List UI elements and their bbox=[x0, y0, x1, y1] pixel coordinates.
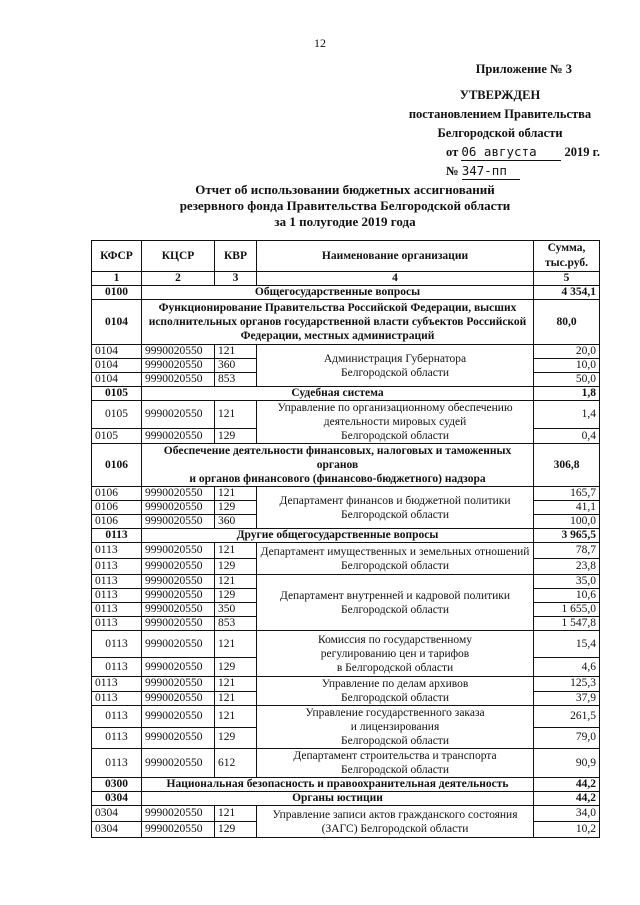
section-name bbox=[142, 300, 534, 345]
cell-kcsr: 9990020550 bbox=[142, 401, 215, 429]
cell-kcsr: 9990020550 bbox=[142, 617, 215, 631]
approved-by-line1: постановлением Правительства bbox=[408, 107, 592, 121]
cell-kcsr: 9990020550 bbox=[142, 487, 215, 501]
cell-sum: 15,4 bbox=[534, 631, 600, 658]
section-name-line: исполнительных органов государственной власти субъектов Российской bbox=[148, 316, 527, 328]
cell-kfsr: 0304 bbox=[92, 806, 142, 822]
cell-kfsr: 0104 bbox=[92, 359, 142, 373]
org-name-line: Белгородской области bbox=[341, 692, 449, 704]
section-name-line: Федерации, местных администраций bbox=[240, 330, 435, 342]
cell-kcsr: 9990020550 bbox=[142, 806, 215, 822]
cell-kcsr: 9990020550 bbox=[142, 345, 215, 359]
section-code: 0105 bbox=[92, 387, 142, 401]
cell-kfsr: 0106 bbox=[92, 501, 142, 515]
section-name: Органы юстиции bbox=[142, 792, 534, 806]
org-name-line: в Белгородской области bbox=[336, 661, 454, 674]
org-name bbox=[257, 631, 534, 677]
org-name bbox=[257, 487, 534, 529]
section-code: 0300 bbox=[92, 778, 142, 792]
number-value: 347-пп bbox=[462, 163, 520, 180]
cell-kvr: 121 bbox=[215, 401, 257, 429]
org-name bbox=[257, 749, 534, 778]
cell-kvr: 121 bbox=[215, 487, 257, 501]
section-name: Другие общегосударственные вопросы bbox=[142, 529, 534, 543]
date-year: 2019 г. bbox=[564, 145, 600, 159]
org-name-line: и лицензирования bbox=[350, 721, 440, 733]
cell-kvr: 121 bbox=[215, 806, 257, 822]
report-title bbox=[0, 182, 640, 230]
title-line-2: резервного фонда Правительства Белгородской области bbox=[179, 198, 511, 213]
report-table bbox=[91, 240, 600, 838]
cell-kvr: 360 bbox=[215, 359, 257, 373]
number-prefix: № bbox=[446, 164, 459, 178]
cell-kvr: 121 bbox=[215, 575, 257, 589]
cell-kvr: 129 bbox=[215, 429, 257, 444]
cell-kfsr: 0104 bbox=[92, 345, 142, 359]
cell-kvr: 121 bbox=[215, 543, 257, 559]
cell-kfsr: 0113 bbox=[92, 575, 142, 589]
approved-heading: УТВЕРЖДЕН bbox=[459, 88, 541, 102]
section-code: 0106 bbox=[92, 444, 142, 487]
cell-kvr: 853 bbox=[215, 373, 257, 387]
cell-kfsr: 0113 bbox=[92, 589, 142, 603]
org-name-line: Белгородской области bbox=[341, 764, 449, 776]
org-name-line: регулированию цен и тарифов bbox=[320, 647, 470, 660]
cell-kfsr: 0113 bbox=[92, 727, 142, 749]
cell-sum: 165,7 bbox=[534, 487, 600, 501]
section-sum: 1,8 bbox=[534, 387, 600, 401]
cell-kcsr: 9990020550 bbox=[142, 658, 215, 677]
col-num-1: 1 bbox=[92, 272, 142, 286]
org-name-line: Администрация Губернатора bbox=[323, 352, 467, 365]
page-number: 12 bbox=[314, 36, 326, 50]
cell-sum: 10,6 bbox=[534, 589, 600, 603]
section-sum: 44,2 bbox=[534, 792, 600, 806]
column-number-row bbox=[92, 272, 600, 286]
section-row bbox=[92, 529, 600, 543]
table-row bbox=[92, 575, 600, 589]
cell-kcsr: 9990020550 bbox=[142, 631, 215, 658]
header-kvr: КВР bbox=[215, 241, 257, 272]
org-name-line: Управление записи актов гражданского состояния bbox=[272, 808, 518, 821]
cell-kfsr: 0105 bbox=[92, 429, 142, 444]
section-code: 0304 bbox=[92, 792, 142, 806]
cell-kvr: 129 bbox=[215, 822, 257, 838]
cell-kfsr: 0113 bbox=[92, 617, 142, 631]
cell-sum: 1,4 bbox=[534, 401, 600, 429]
org-name bbox=[257, 401, 534, 444]
cell-kvr: 853 bbox=[215, 617, 257, 631]
table-header-row bbox=[92, 241, 600, 272]
header-kcsr: КЦСР bbox=[142, 241, 215, 272]
cell-sum: 0,4 bbox=[534, 429, 600, 444]
section-code: 0104 bbox=[92, 300, 142, 345]
cell-kfsr: 0113 bbox=[92, 677, 142, 692]
section-name: Национальная безопасность и правоохранительная деятельность bbox=[142, 778, 534, 792]
org-name bbox=[257, 677, 534, 706]
org-name-line: Белгородской области bbox=[341, 430, 449, 442]
org-name-line: Белгородской области bbox=[341, 735, 449, 747]
cell-kcsr: 9990020550 bbox=[142, 359, 215, 373]
cell-kcsr: 9990020550 bbox=[142, 501, 215, 515]
table-row bbox=[92, 487, 600, 501]
cell-kfsr: 0113 bbox=[92, 543, 142, 559]
cell-kvr: 129 bbox=[215, 658, 257, 677]
table-row bbox=[92, 749, 600, 778]
date-prefix: от bbox=[445, 145, 459, 159]
section-sum: 306,8 bbox=[534, 444, 600, 487]
cell-sum: 90,9 bbox=[534, 749, 600, 778]
section-name: Общегосударственные вопросы bbox=[142, 286, 534, 300]
org-name-line: Комиссия по государственному bbox=[318, 633, 472, 646]
cell-kcsr: 9990020550 bbox=[142, 575, 215, 589]
org-name bbox=[257, 345, 534, 387]
cell-sum: 261,5 bbox=[534, 706, 600, 728]
cell-kvr: 129 bbox=[215, 589, 257, 603]
col-num-5: 5 bbox=[534, 272, 600, 286]
section-sum: 44,2 bbox=[534, 778, 600, 792]
cell-kfsr: 0113 bbox=[92, 631, 142, 658]
cell-kvr: 129 bbox=[215, 501, 257, 515]
table-row bbox=[92, 677, 600, 692]
org-name-line: Департамент строительства и транспорта bbox=[293, 750, 497, 762]
org-name-line: Белгородской области bbox=[341, 366, 449, 379]
header-name: Наименование организации bbox=[257, 241, 534, 272]
cell-kvr: 121 bbox=[215, 631, 257, 658]
section-name bbox=[142, 444, 534, 487]
cell-kvr: 350 bbox=[215, 603, 257, 617]
org-name-line: Департамент имущественных и земельных отношений bbox=[260, 545, 530, 558]
section-code: 0113 bbox=[92, 529, 142, 543]
section-sum: 80,0 bbox=[534, 300, 600, 345]
cell-kfsr: 0106 bbox=[92, 487, 142, 501]
cell-sum: 4,6 bbox=[534, 658, 600, 677]
cell-kcsr: 9990020550 bbox=[142, 706, 215, 728]
cell-sum: 100,0 bbox=[534, 515, 600, 529]
cell-sum: 78,7 bbox=[534, 543, 600, 559]
cell-kcsr: 9990020550 bbox=[142, 559, 215, 575]
cell-kfsr: 0105 bbox=[92, 401, 142, 429]
org-name-line: Управление по организационному обеспечению bbox=[277, 402, 513, 414]
cell-kfsr: 0106 bbox=[92, 515, 142, 529]
org-name-line: (ЗАГС) Белгородской области bbox=[321, 822, 469, 835]
col-num-3: 3 bbox=[215, 272, 257, 286]
title-line-3: за 1 полугодие 2019 года bbox=[274, 214, 416, 229]
cell-sum: 1 655,0 bbox=[534, 603, 600, 617]
header-sum bbox=[534, 241, 600, 272]
section-name-line: и органов финансового (финансово-бюджетного) надзора bbox=[189, 473, 486, 485]
approved-by-line2: Белгородской области bbox=[437, 126, 563, 140]
appendix-label: Приложение № 3 bbox=[475, 62, 572, 76]
cell-kcsr: 9990020550 bbox=[142, 749, 215, 778]
org-name-line: Белгородской области bbox=[341, 603, 449, 616]
cell-sum: 1 547,8 bbox=[534, 617, 600, 631]
table-row bbox=[92, 706, 600, 728]
section-row bbox=[92, 792, 600, 806]
section-row bbox=[92, 387, 600, 401]
section-code: 0100 bbox=[92, 286, 142, 300]
approval-number bbox=[400, 162, 600, 181]
cell-kcsr: 9990020550 bbox=[142, 429, 215, 444]
header-sum-line2: тыс.руб. bbox=[544, 257, 589, 269]
cell-kfsr: 0113 bbox=[92, 658, 142, 677]
approval-block bbox=[400, 60, 600, 181]
section-name-line: Функционирование Правительства Российской Федерации, высших bbox=[158, 302, 517, 314]
cell-kfsr: 0104 bbox=[92, 373, 142, 387]
cell-sum: 41,1 bbox=[534, 501, 600, 515]
cell-kcsr: 9990020550 bbox=[142, 677, 215, 692]
table-row bbox=[92, 345, 600, 359]
cell-sum: 10,0 bbox=[534, 359, 600, 373]
date-value: 06 августа bbox=[461, 144, 561, 161]
cell-sum: 20,0 bbox=[534, 345, 600, 359]
org-name-line: Управление по делам архивов bbox=[321, 678, 469, 690]
title-line-1: Отчет об использовании бюджетных ассигнований bbox=[195, 182, 495, 197]
section-row bbox=[92, 300, 600, 345]
section-name: Судебная система bbox=[142, 387, 534, 401]
cell-sum: 10,2 bbox=[534, 822, 600, 838]
org-name bbox=[257, 543, 534, 575]
col-num-4: 4 bbox=[257, 272, 534, 286]
cell-sum: 34,0 bbox=[534, 806, 600, 822]
cell-kfsr: 0304 bbox=[92, 822, 142, 838]
cell-kcsr: 9990020550 bbox=[142, 515, 215, 529]
cell-kvr: 129 bbox=[215, 727, 257, 749]
table-row bbox=[92, 401, 600, 429]
cell-sum: 35,0 bbox=[534, 575, 600, 589]
header-kfsr: КФСР bbox=[92, 241, 142, 272]
header-sum-line1: Сумма, bbox=[547, 242, 586, 254]
cell-kvr: 121 bbox=[215, 345, 257, 359]
cell-kcsr: 9990020550 bbox=[142, 822, 215, 838]
org-name-line: Управление государственного заказа bbox=[305, 707, 485, 719]
cell-sum: 125,3 bbox=[534, 677, 600, 692]
cell-kvr: 360 bbox=[215, 515, 257, 529]
org-name bbox=[257, 706, 534, 749]
org-name bbox=[257, 806, 534, 838]
cell-kcsr: 9990020550 bbox=[142, 373, 215, 387]
cell-kfsr: 0113 bbox=[92, 603, 142, 617]
table-row bbox=[92, 806, 600, 822]
cell-kcsr: 9990020550 bbox=[142, 543, 215, 559]
cell-kcsr: 9990020550 bbox=[142, 691, 215, 706]
cell-kvr: 121 bbox=[215, 706, 257, 728]
cell-kvr: 612 bbox=[215, 749, 257, 778]
section-row bbox=[92, 444, 600, 487]
org-name-line: деятельности мировых судей bbox=[323, 416, 467, 428]
cell-kvr: 121 bbox=[215, 677, 257, 692]
cell-kcsr: 9990020550 bbox=[142, 589, 215, 603]
section-row bbox=[92, 286, 600, 300]
cell-kcsr: 9990020550 bbox=[142, 727, 215, 749]
cell-kcsr: 9990020550 bbox=[142, 603, 215, 617]
cell-kvr: 129 bbox=[215, 559, 257, 575]
org-name-line: Департамент внутренней и кадровой политики bbox=[279, 589, 511, 602]
cell-sum: 37,9 bbox=[534, 691, 600, 706]
cell-kfsr: 0113 bbox=[92, 749, 142, 778]
cell-kfsr: 0113 bbox=[92, 706, 142, 728]
cell-kvr: 121 bbox=[215, 691, 257, 706]
cell-kfsr: 0113 bbox=[92, 559, 142, 575]
cell-kfsr: 0113 bbox=[92, 691, 142, 706]
org-name-line: Департамент финансов и бюджетной политики bbox=[279, 494, 511, 507]
cell-sum: 79,0 bbox=[534, 727, 600, 749]
section-row bbox=[92, 778, 600, 792]
section-sum: 3 965,5 bbox=[534, 529, 600, 543]
section-name-line: Обеспечение деятельности финансовых, налоговых и таможенных органов bbox=[163, 445, 512, 471]
cell-sum: 50,0 bbox=[534, 373, 600, 387]
org-name bbox=[257, 575, 534, 631]
table-row bbox=[92, 631, 600, 658]
cell-sum: 23,8 bbox=[534, 559, 600, 575]
approval-date bbox=[400, 143, 600, 162]
table-row bbox=[92, 543, 600, 559]
org-name-line: Белгородской области bbox=[341, 508, 449, 521]
org-name-line: Белгородской области bbox=[341, 559, 449, 572]
col-num-2: 2 bbox=[142, 272, 215, 286]
section-sum: 4 354,1 bbox=[534, 286, 600, 300]
